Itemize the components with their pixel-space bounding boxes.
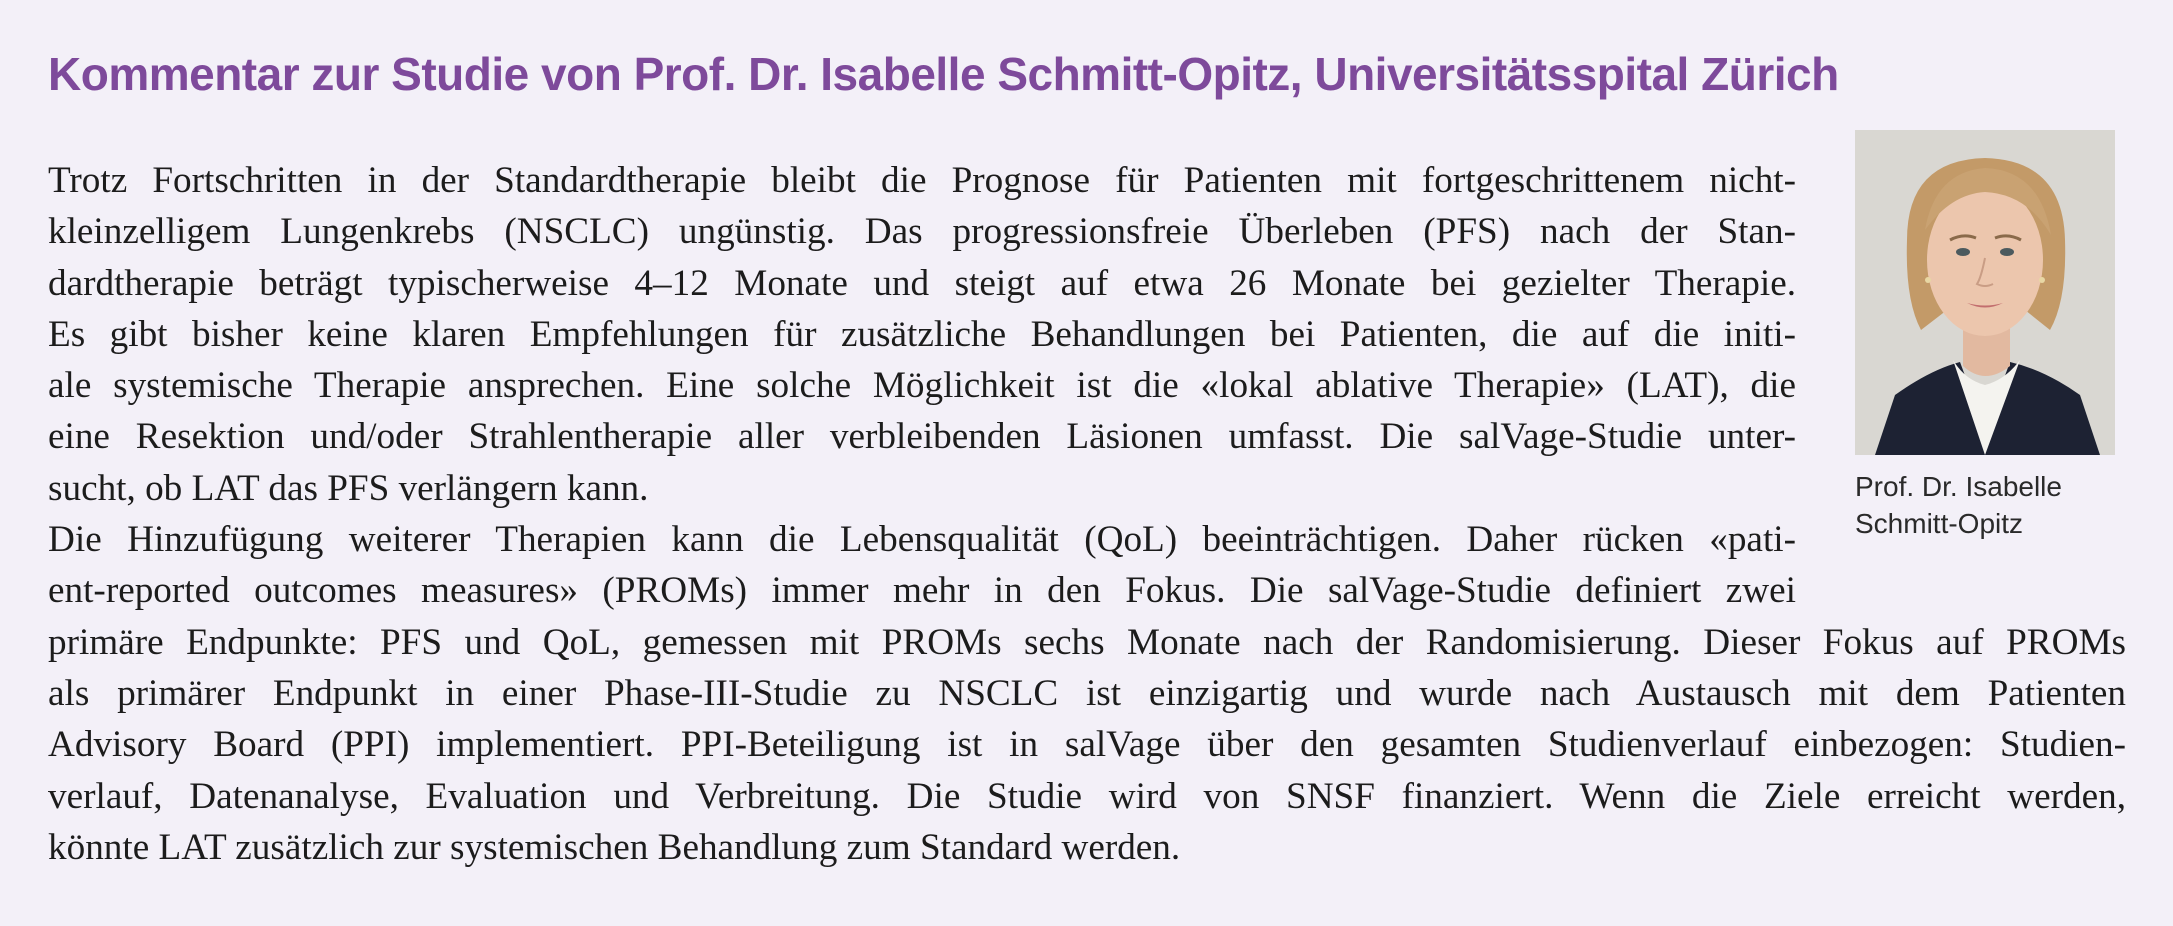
- paragraph-line: ale systemische Therapie ansprechen. Eine solche Möglichkeit ist die «lokal ablative Therapie» (LAT), die: [48, 365, 1796, 407]
- paragraph-line: Advisory Board (PPI) implementiert. PPI-Beteiligung ist in salVage über den gesamten Studienverlauf einbezogen: Studien-: [48, 724, 2126, 766]
- paragraph-line: Die Hinzufügung weiterer Therapien kann die Lebensqualität (QoL) beeinträchtigen. Daher rücken «pati-: [48, 519, 1796, 561]
- portrait-caption-line: Schmitt-Opitz: [1855, 508, 2024, 539]
- paragraph-line: könnte LAT zusätzlich zur systemischen Behandlung zum Standard werden.: [48, 826, 1181, 868]
- paragraph-line: ent-reported outcomes measures» (PROMs) immer mehr in den Fokus. Die salVage-Studie definiert zwei: [48, 570, 1796, 612]
- paragraph-line: sucht, ob LAT das PFS verlängern kann.: [48, 467, 649, 509]
- article-headline: Kommentar zur Studie von Prof. Dr. Isabelle Schmitt-Opitz, Universitätsspital Zürich: [48, 48, 1839, 100]
- paragraph-line: primäre Endpunkte: PFS und QoL, gemessen mit PROMs sechs Monate nach der Randomisierung. Dieser Fokus auf PROMs: [48, 621, 2126, 663]
- paragraph-line: Trotz Fortschritten in der Standardtherapie bleibt die Prognose für Patienten mit fortgeschrittenem nicht-: [48, 160, 1796, 201]
- paragraph-line: kleinzelligem Lungenkrebs (NSCLC) ungünstig. Das progressionsfreie Überleben (PFS) nach der Stan-: [48, 211, 1796, 253]
- paragraph-line: dardtherapie beträgt typischerweise 4–12 Monate und steigt auf etwa 26 Monate bei gezielter Therapie.: [48, 262, 1796, 304]
- paragraph-line: verlauf, Datenanalyse, Evaluation und Verbreitung. Die Studie wird von SNSF finanziert. Wenn die Ziele erreicht werden,: [48, 775, 2126, 817]
- paragraph-line: Es gibt bisher keine klaren Empfehlungen für zusätzliche Behandlungen bei Patienten, die auf die initi-: [48, 313, 1796, 355]
- portrait-caption-line: Prof. Dr. Isabelle: [1855, 471, 2062, 502]
- article-body: [48, 155, 2126, 873]
- paragraph-line: als primärer Endpunkt in einer Phase-III-Studie zu NSCLC ist einzigartig und wurde nach Austausch mit dem Patienten: [48, 672, 2126, 714]
- paragraph-line: eine Resektion und/oder Strahlentherapie aller verbleibenden Läsionen umfasst. Die salVage-Studie unter-: [48, 416, 1796, 458]
